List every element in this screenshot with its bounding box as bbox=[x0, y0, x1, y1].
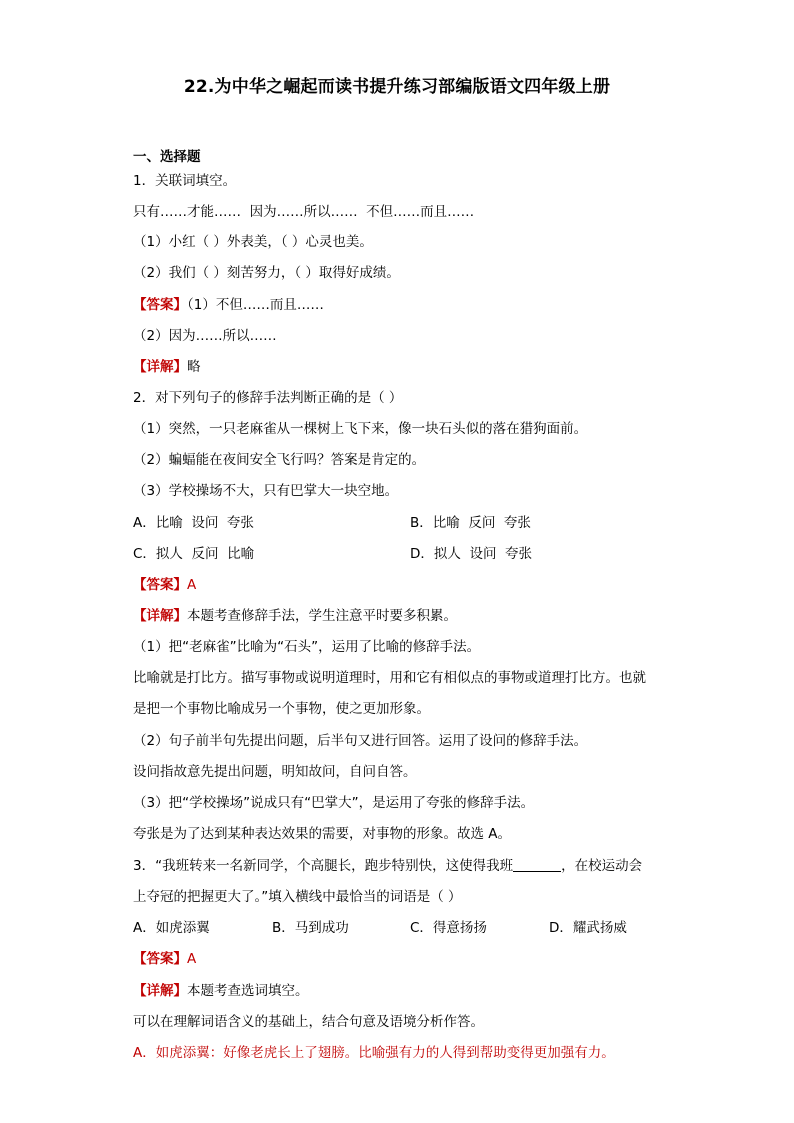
q1-stem: 1．关联词填空。 bbox=[133, 173, 237, 189]
q1-sentence-2: （2）我们（ ）刻苦努力，（ ）取得好成绩。 bbox=[133, 265, 400, 281]
q1-detail-text: 略 bbox=[187, 359, 201, 375]
fill-in-blank bbox=[513, 857, 561, 872]
detail-label: 【详解】 bbox=[133, 608, 187, 624]
q3-stem-b: ，在校运动会 bbox=[561, 858, 643, 874]
q3-option-a: A．如虎添翼 bbox=[133, 920, 210, 936]
q3-stem bbox=[133, 857, 642, 875]
q3-detail-3 bbox=[133, 1044, 615, 1062]
q3-stem-2: 上夺冠的把握更大了。”填入横线中最恰当的词语是（ ） bbox=[133, 889, 462, 905]
q2-detail-4: 是把一个事物比喻成另一个事物，使之更加形象。 bbox=[133, 701, 430, 717]
q2-detail-7: （3）把“学校操场”说成只有“巴掌大”，是运用了夸张的修辞手法。 bbox=[133, 795, 535, 811]
q3-detail bbox=[133, 982, 309, 1000]
q1-word-options: 只有……才能…… 因为……所以…… 不但……而且…… bbox=[133, 204, 475, 220]
q3-detail-1: 本题考查选词填空。 bbox=[187, 983, 309, 999]
q2-detail-5: （2）句子前半句先提出问题，后半句又进行回答。运用了设问的修辞手法。 bbox=[133, 733, 588, 749]
q2-sentence-1: （1）突然，一只老麻雀从一棵树上飞下来，像一块石头似的落在猎狗面前。 bbox=[133, 421, 588, 437]
q1-answer bbox=[133, 296, 324, 314]
q3-detail-2: 可以在理解词语含义的基础上，结合句意及语境分析作答。 bbox=[133, 1014, 484, 1030]
q3-option-b: B．马到成功 bbox=[272, 920, 349, 936]
answer-label: 【答案】 bbox=[133, 951, 187, 967]
q2-option-b: B．比喻 反问 夸张 bbox=[410, 515, 531, 531]
q2-detail bbox=[133, 607, 457, 625]
q2-answer bbox=[133, 576, 196, 594]
q2-stem: 2．对下列句子的修辞手法判断正确的是（ ） bbox=[133, 390, 403, 406]
answer-label: 【答案】 bbox=[133, 297, 187, 313]
q3-answer-text: A bbox=[187, 951, 197, 967]
q2-option-c: C．拟人 反问 比喻 bbox=[133, 546, 255, 562]
q2-detail-1: 本题考查修辞手法，学生注意平时要多积累。 bbox=[187, 608, 457, 624]
page-title: 22.为中华之崛起而读书提升练习部编版语文四年级上册 bbox=[183, 77, 611, 97]
q2-option-d: D．拟人 设问 夸张 bbox=[410, 546, 533, 562]
q3-option-c: C．得意扬扬 bbox=[410, 920, 487, 936]
detail-label: 【详解】 bbox=[133, 983, 187, 999]
section-heading: 一、选择题 bbox=[133, 149, 201, 165]
q1-answer-2: （2）因为……所以…… bbox=[133, 328, 277, 344]
q2-option-a: A．比喻 设问 夸张 bbox=[133, 515, 254, 531]
q3-answer bbox=[133, 950, 196, 968]
q1-detail bbox=[133, 358, 201, 376]
answer-label: 【答案】 bbox=[133, 577, 187, 593]
detail-label: 【详解】 bbox=[133, 359, 187, 375]
q1-sentence-1: （1）小红（ ）外表美，（ ）心灵也美。 bbox=[133, 234, 373, 250]
q3-stem-a: 3．“我班转来一名新同学，个高腿长，跑步特别快，这使得我班 bbox=[133, 858, 514, 874]
q2-detail-8: 夸张是为了达到某种表达效果的需要，对事物的形象。故选 A。 bbox=[133, 826, 512, 842]
q2-detail-3: 比喻就是打比方。描写事物或说明道理时，用和它有相似点的事物或道理打比方。也就 bbox=[133, 670, 646, 686]
q2-sentence-3: （3）学校操场不大，只有巴掌大一块空地。 bbox=[133, 483, 399, 499]
q2-answer-text: A bbox=[187, 577, 197, 593]
q3-option-d: D．耀武扬威 bbox=[549, 920, 627, 936]
q3-detail-3-text: A．如虎添翼：好像老虎长上了翅膀。比喻强有力的人得到帮助变得更加强有力。 bbox=[133, 1045, 615, 1061]
q2-sentence-2: （2）蝙蝠能在夜间安全飞行吗？答案是肯定的。 bbox=[133, 452, 426, 468]
q2-detail-6: 设问指故意先提出问题，明知故问，自问自答。 bbox=[133, 764, 417, 780]
q2-detail-2: （1）把“老麻雀”比喻为“石头”，运用了比喻的修辞手法。 bbox=[133, 639, 481, 655]
q1-answer-1: （1）不但……而且…… bbox=[187, 297, 324, 313]
